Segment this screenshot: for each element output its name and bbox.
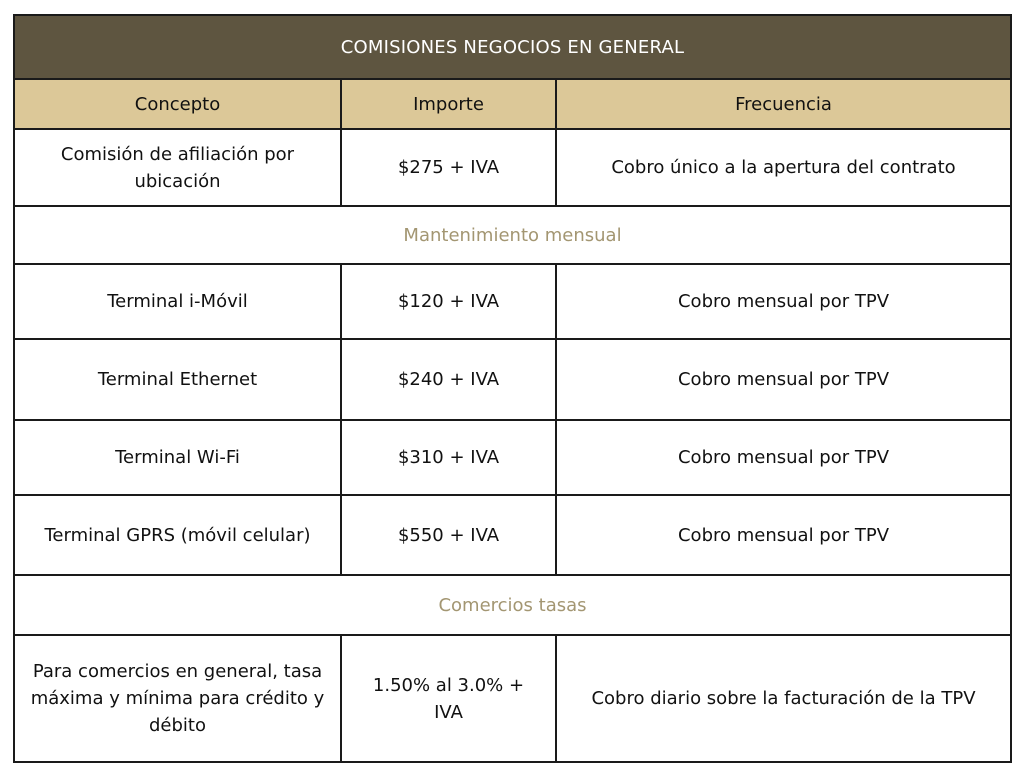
table-row bbox=[14, 420, 1011, 495]
fees-document bbox=[13, 14, 1010, 761]
frequency-cell: Cobro mensual por TPV bbox=[556, 339, 1011, 420]
frequency-cell: Cobro único a la apertura del contrato bbox=[556, 129, 1011, 206]
header-frecuencia: Frecuencia bbox=[556, 79, 1011, 129]
table-row bbox=[14, 264, 1011, 339]
amount-cell: $120 + IVA bbox=[341, 264, 556, 339]
amount-cell: $550 + IVA bbox=[341, 495, 556, 575]
amount-cell: 1.50% al 3.0% + IVA bbox=[341, 635, 556, 762]
table-title-row bbox=[14, 15, 1011, 79]
header-importe: Importe bbox=[341, 79, 556, 129]
frequency-cell: Cobro mensual por TPV bbox=[556, 495, 1011, 575]
table-row bbox=[14, 339, 1011, 420]
concept-cell: Terminal Ethernet bbox=[14, 339, 341, 420]
concept-cell: Terminal GPRS (móvil celular) bbox=[14, 495, 341, 575]
table-header-row bbox=[14, 79, 1011, 129]
concept-cell: Terminal i-Móvil bbox=[14, 264, 341, 339]
table-row bbox=[14, 495, 1011, 575]
header-concepto: Concepto bbox=[14, 79, 341, 129]
frequency-cell: Cobro diario sobre la facturación de la TPV bbox=[556, 635, 1011, 762]
fees-table bbox=[13, 14, 1012, 763]
amount-cell: $240 + IVA bbox=[341, 339, 556, 420]
table-row bbox=[14, 635, 1011, 762]
amount-cell: $310 + IVA bbox=[341, 420, 556, 495]
section-title: Mantenimiento mensual bbox=[14, 206, 1011, 264]
concept-cell: Comisión de afiliación por ubicación bbox=[14, 129, 341, 206]
frequency-cell: Cobro mensual por TPV bbox=[556, 264, 1011, 339]
table-row bbox=[14, 129, 1011, 206]
frequency-cell: Cobro mensual por TPV bbox=[556, 420, 1011, 495]
section-row bbox=[14, 206, 1011, 264]
amount-cell: $275 + IVA bbox=[341, 129, 556, 206]
table-title: COMISIONES NEGOCIOS EN GENERAL bbox=[14, 15, 1011, 79]
concept-cell: Para comercios en general, tasa máxima y mínima para crédito y débito bbox=[14, 635, 341, 762]
section-title: Comercios tasas bbox=[14, 575, 1011, 635]
section-row bbox=[14, 575, 1011, 635]
concept-cell: Terminal Wi-Fi bbox=[14, 420, 341, 495]
